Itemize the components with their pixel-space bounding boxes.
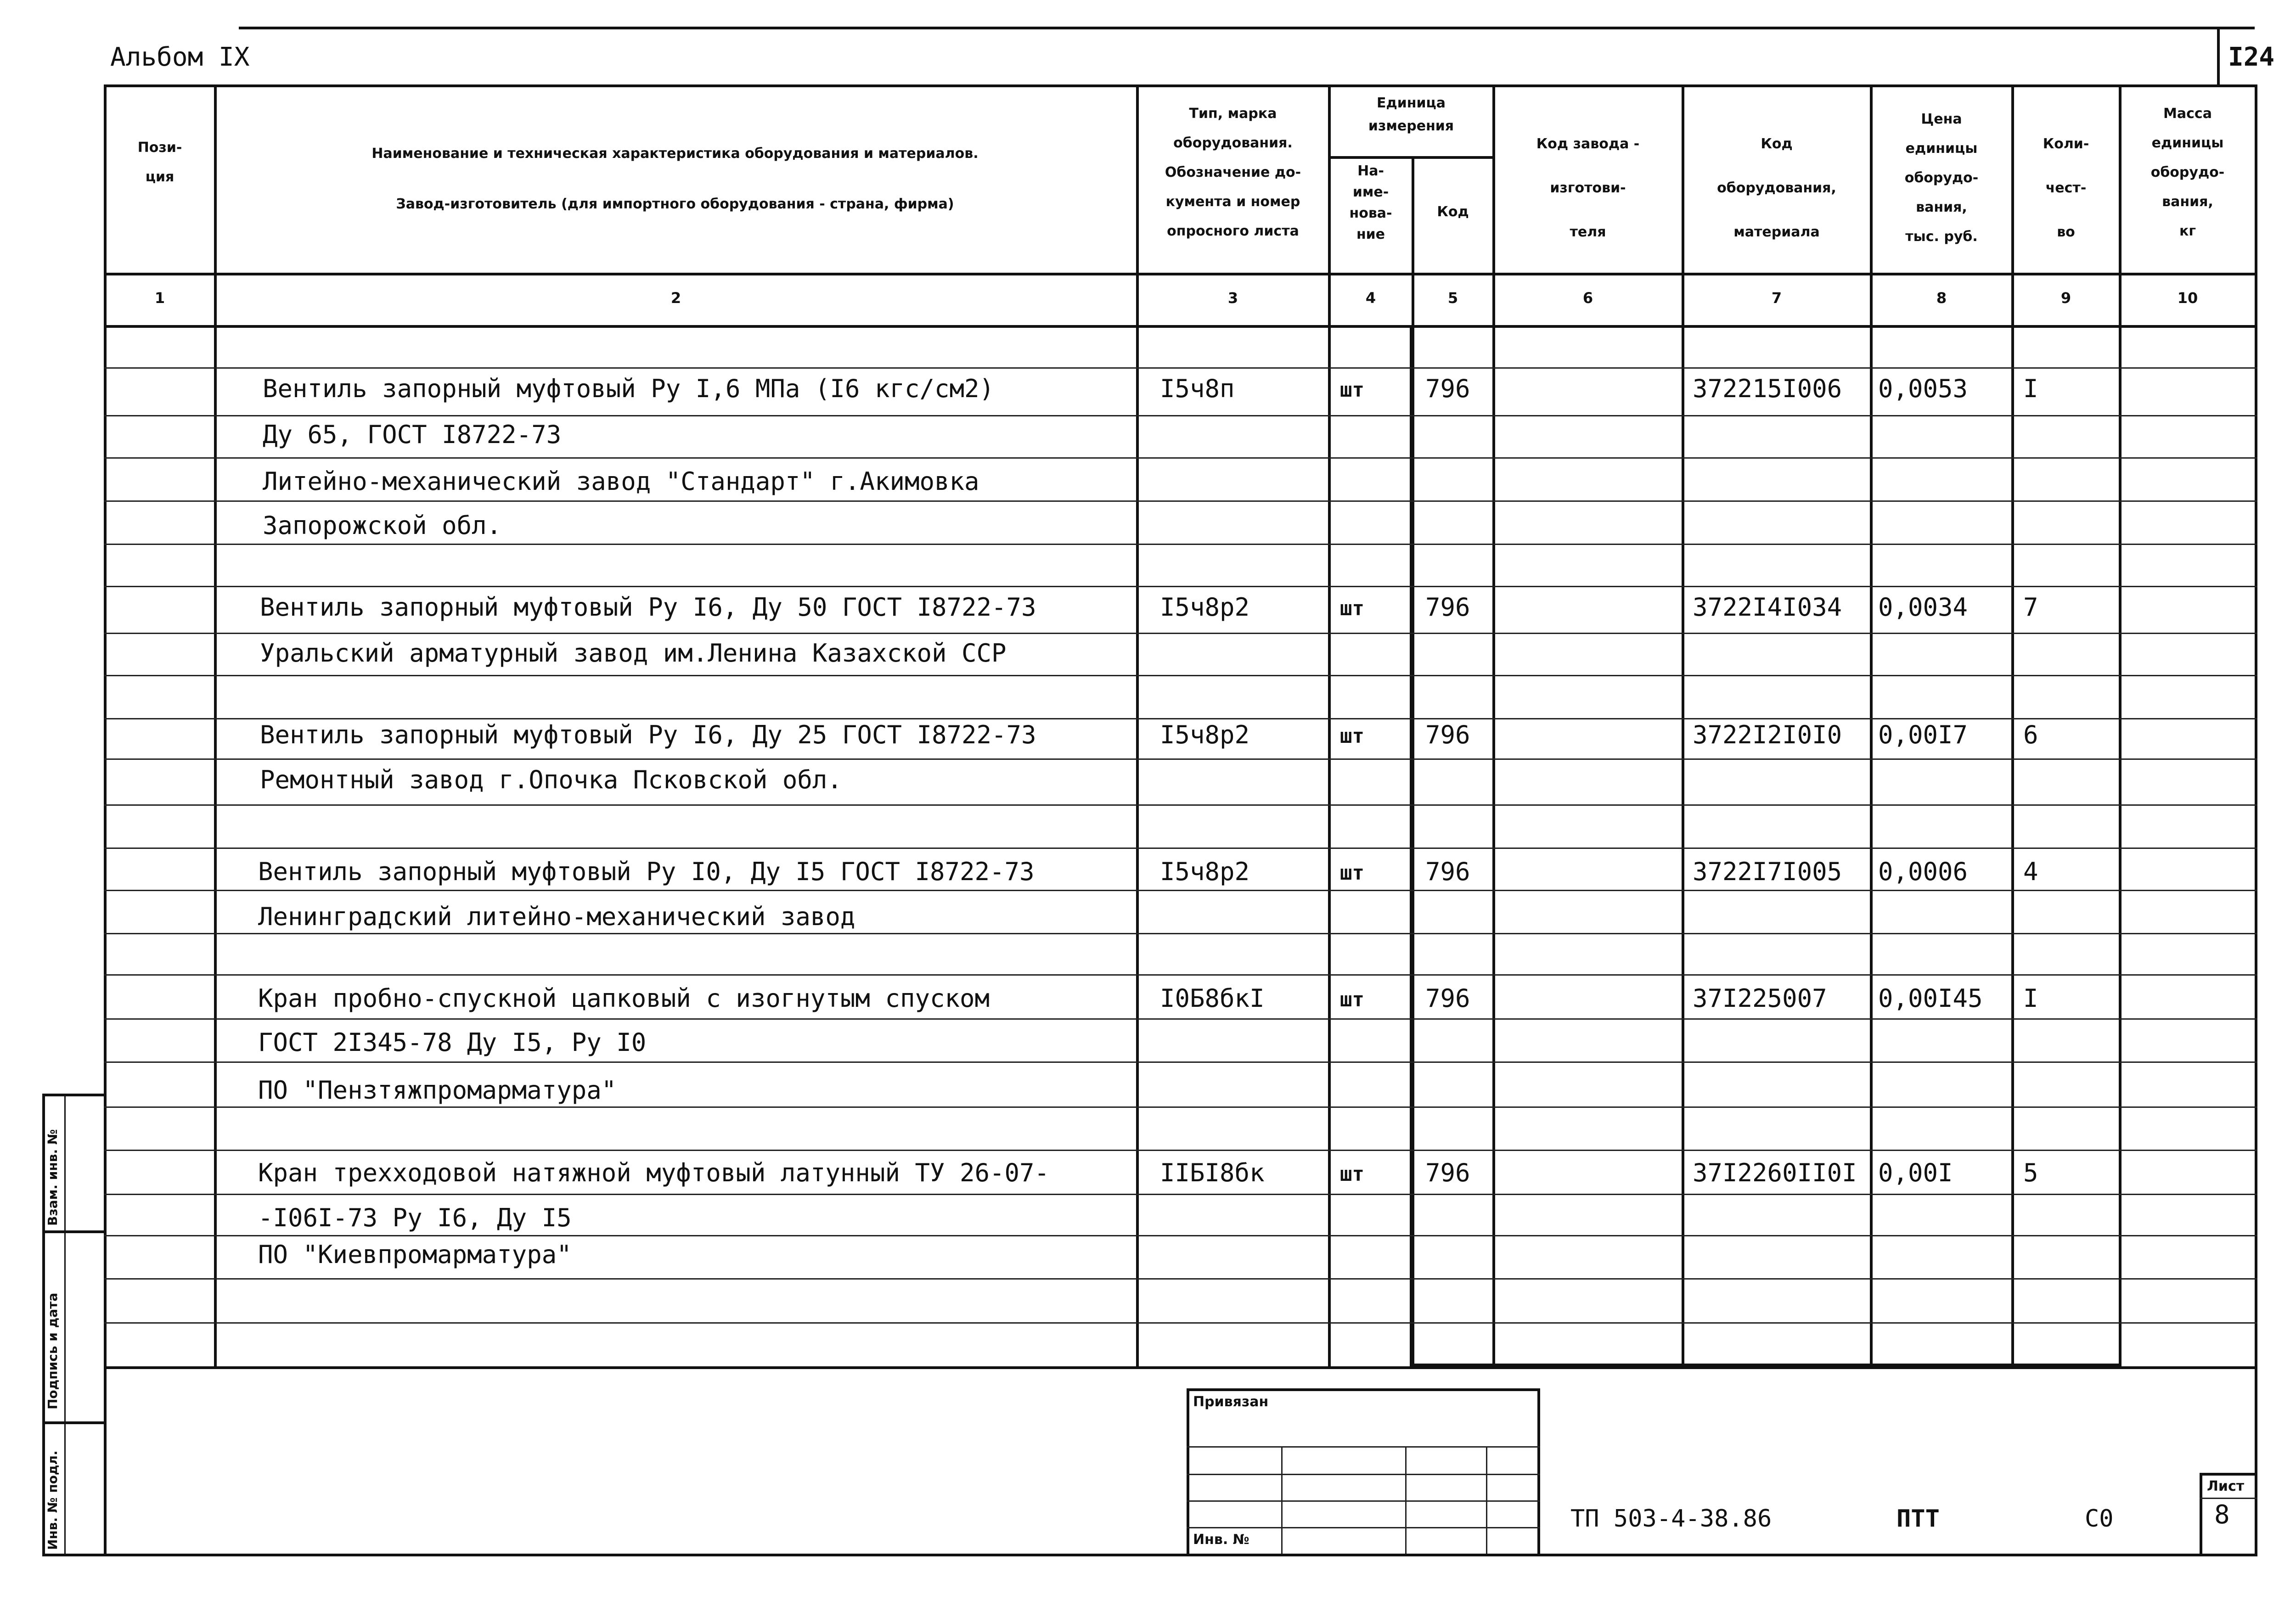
item-equip-code: 3722I4I034 <box>1693 593 1842 622</box>
item-price: 0,00I45 <box>1878 984 1983 1013</box>
item-name: Ремонтный завод г.Опочка Псковской обл. <box>260 765 842 794</box>
item-name: Литейно-механический завод "Стандарт" г.Акимовка <box>263 467 979 496</box>
item-equip-code: 37I225007 <box>1693 984 1827 1013</box>
col-header-4: На- име- нова- ние <box>1349 163 1392 242</box>
side-label-replacement: Взам. инв. № <box>45 1129 60 1226</box>
item-unit: шт <box>1340 1162 1364 1186</box>
doc-mark: С0 <box>2085 1505 2114 1533</box>
col-num-2: 2 <box>670 289 681 307</box>
item-price: 0,0053 <box>1878 374 1968 403</box>
item-name: Кран трехходовой натяжной муфтовый латунный ТУ 26-07- <box>258 1158 1050 1187</box>
item-equip-code: 3722I2I0I0 <box>1693 720 1842 749</box>
item-unit: шт <box>1340 597 1364 620</box>
col-num-3: 3 <box>1227 289 1238 307</box>
col-num-4: 4 <box>1365 289 1376 307</box>
item-name: Вентиль запорный муфтовый Ру I,6 МПа (I6 кгс/см2) <box>263 374 995 403</box>
item-name: Вентиль запорный муфтовый Ру I6, Ду 25 ГОСТ I8722-73 <box>260 720 1036 749</box>
item-name: -I06I-73 Ру I6, Ду I5 <box>258 1203 572 1232</box>
side-label-inventory: Инв. № подл. <box>45 1450 60 1550</box>
item-qty: 6 <box>2023 720 2038 749</box>
item-name: Запорожской обл. <box>263 511 502 540</box>
col-header-3: Тип, марка оборудования. Обозначение до- кумента и номер опросного листа <box>1165 106 1301 239</box>
item-qty: I <box>2023 374 2038 403</box>
col-header-10: Масса единицы оборудо- вания, кг <box>2150 106 2225 239</box>
col-num-9: 9 <box>2060 289 2071 307</box>
item-unit-code: 796 <box>1425 720 1470 749</box>
item-price: 0,00I7 <box>1878 720 1968 749</box>
item-unit: шт <box>1340 378 1364 402</box>
item-type: I5ч8р2 <box>1160 857 1250 886</box>
item-type: IIБI8бк <box>1160 1158 1265 1187</box>
album-label: Альбом IX <box>110 42 250 72</box>
col-num-1: 1 <box>154 289 165 307</box>
item-unit: шт <box>1340 861 1364 885</box>
item-qty: I <box>2023 984 2038 1013</box>
item-name: Ленинградский литейно-механический завод <box>258 902 855 931</box>
col-header-9: Коли- чест- во <box>2043 136 2089 240</box>
inv-label: Инв. № <box>1193 1532 1249 1548</box>
item-name: Уральский арматурный завод им.Ленина Казахской ССР <box>260 639 1007 668</box>
item-unit-code: 796 <box>1425 1158 1470 1187</box>
item-price: 0,00I <box>1878 1158 1953 1187</box>
item-unit-code: 796 <box>1425 857 1470 886</box>
item-price: 0,0034 <box>1878 593 1968 622</box>
col-header-8: Цена единицы оборудо- вания, тыс. руб. <box>1904 111 1979 245</box>
item-equip-code: 37I2260II0I <box>1693 1158 1857 1187</box>
col-header-1: Пози- ция <box>137 140 182 185</box>
sheet-code: I24 <box>2228 42 2275 72</box>
unit-group-header: Единица измерения <box>1368 95 1454 134</box>
top-rule <box>239 27 2255 29</box>
item-name: Ду 65, ГОСТ I8722-73 <box>263 420 562 449</box>
item-type: I5ч8п <box>1160 374 1235 403</box>
item-qty: 5 <box>2023 1158 2038 1187</box>
sheet-label: Лист <box>2207 1478 2245 1494</box>
item-name: Вентиль запорный муфтовый Ру I0, Ду I5 ГОСТ I8722-73 <box>258 857 1035 886</box>
item-name: Вентиль запорный муфтовый Ру I6, Ду 50 ГОСТ I8722-73 <box>260 593 1036 622</box>
item-type: I5ч8р2 <box>1160 720 1250 749</box>
header-bottom <box>104 273 2257 275</box>
item-unit: шт <box>1340 988 1364 1011</box>
col-num-5: 5 <box>1447 289 1458 307</box>
item-name: ПО "Пензтяжпромарматура" <box>258 1076 617 1105</box>
item-name: Кран пробно-спускной цапковый с изогнутым спуском <box>258 984 990 1013</box>
col-header-7: Код оборудования, материала <box>1717 136 1836 240</box>
item-unit-code: 796 <box>1425 374 1470 403</box>
item-unit: шт <box>1340 724 1364 748</box>
col-num-8: 8 <box>1936 289 1947 307</box>
side-label-signature: Подпись и дата <box>45 1292 60 1409</box>
item-price: 0,0006 <box>1878 857 1968 886</box>
table-top <box>104 84 2257 87</box>
item-qty: 4 <box>2023 857 2038 886</box>
item-type: I0Б8бкI <box>1160 984 1265 1013</box>
colnum-bottom <box>104 325 2257 328</box>
sheet-number: 8 <box>2214 1500 2230 1530</box>
col-num-6: 6 <box>1582 289 1593 307</box>
item-equip-code: 372215I006 <box>1693 374 1842 403</box>
col-header-6: Код завода - изготови- теля <box>1536 136 1640 240</box>
item-unit-code: 796 <box>1425 984 1470 1013</box>
item-unit-code: 796 <box>1425 593 1470 622</box>
col-header-2: Наименование и техническая характеристика оборудования и материалов. Завод-изготовитель (для импортного оборудования - страна, фирма) <box>371 146 979 212</box>
item-name: ГОСТ 2I345-78 Ду I5, Ру I0 <box>258 1028 647 1057</box>
col-num-10: 10 <box>2177 289 2198 307</box>
item-type: I5ч8р2 <box>1160 593 1250 622</box>
col-num-7: 7 <box>1771 289 1782 307</box>
bound-label: Привязан <box>1193 1394 1269 1410</box>
document-code: ТП 503-4-38.86 <box>1570 1505 1772 1533</box>
section-code: ПТТ <box>1896 1505 1940 1533</box>
item-equip-code: 3722I7I005 <box>1693 857 1842 886</box>
item-qty: 7 <box>2023 593 2038 622</box>
item-name: ПО "Киевпромарматура" <box>258 1240 572 1269</box>
col-header-5: Код <box>1437 204 1469 220</box>
